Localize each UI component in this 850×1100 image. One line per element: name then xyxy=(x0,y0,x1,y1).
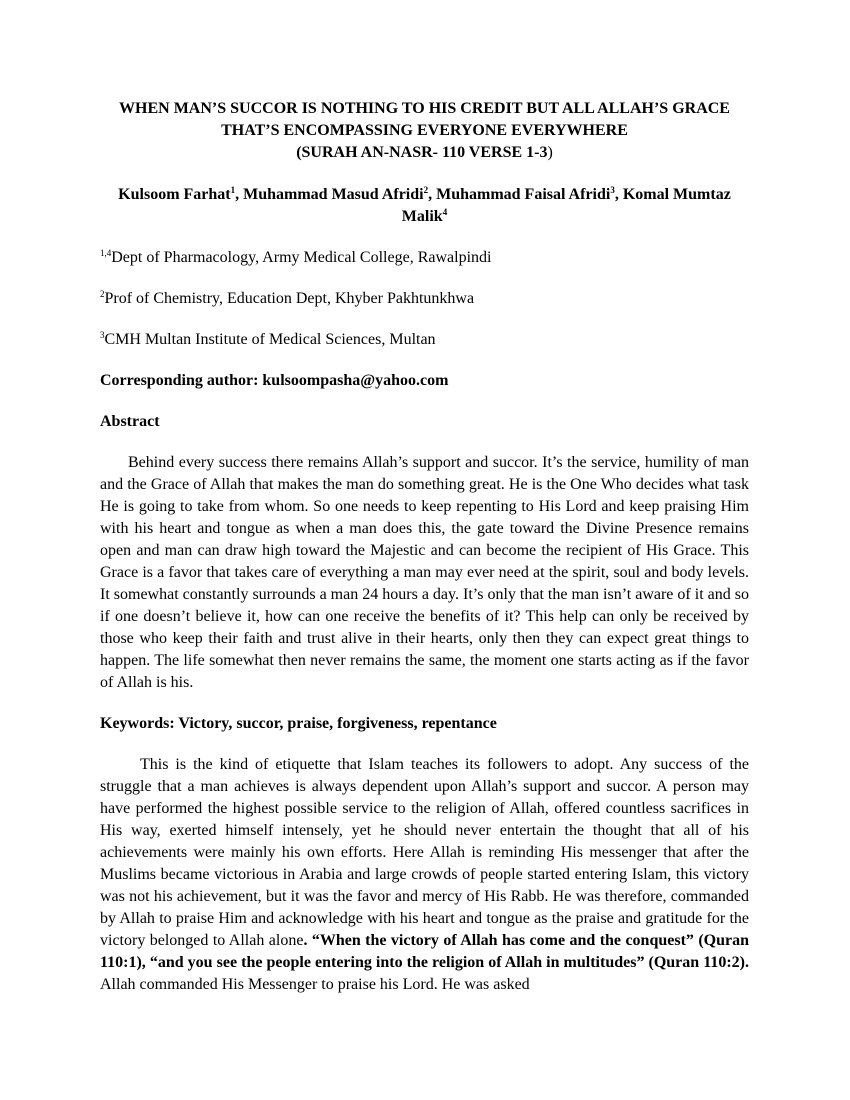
author-name: Komal Mumtaz Malik xyxy=(401,186,731,225)
title-line-3-close: ) xyxy=(547,144,553,161)
author-separator: , xyxy=(614,186,623,203)
affiliation-sup: 1,4 xyxy=(100,248,112,258)
corresponding-author: Corresponding author: kulsoompasha@yahoo.com xyxy=(100,372,449,389)
author-sup: 3 xyxy=(610,185,615,195)
affiliation-text: CMH Multan Institute of Medical Sciences, Multan xyxy=(104,331,436,348)
author-name: Muhammad Faisal Afridi xyxy=(436,186,611,203)
affiliation-text: Dept of Pharmacology, Army Medical College, Rawalpindi xyxy=(111,249,492,266)
affiliation-text: Prof of Chemistry, Education Dept, Khyber Pakhtunkhwa xyxy=(104,290,475,307)
title-line-2: THAT’S ENCOMPASSING EVERYONE EVERYWHERE xyxy=(221,122,628,139)
author-sup: 4 xyxy=(442,207,448,217)
author-name: Kulsoom Farhat xyxy=(118,186,231,203)
abstract-body: Behind every success there remains Allah’s support and succor. It’s the service, humility of man and the Grace of Allah that makes the man do something great. He is the One Who decides what task He is going to take from whom. So one needs to keep repenting to His Lord and keep praising Him with his heart and tongue as when a man does this, the gate toward the Divine Presence remains open and man can draw high toward the Majestic and can become the recipient of His Grace. This Grace is a favor that takes care of everything a man may ever need at the spirit, soul and body levels. It somewhat constantly surrounds a man 24 hours a day. It’s only that the man isn’t aware of it and so if one doesn’t believe it, how can one receive the benefits of it? This help can only be received by those who keep their faith and trust alive in their hearts, only then they can expect great things to happen. The life somewhat then never remains the same, the moment one starts acting as if the favor of Allah is his. xyxy=(100,454,749,691)
author-sup: 1 xyxy=(230,185,236,195)
author-name: Muhammad Masud Afridi xyxy=(243,186,424,203)
abstract-heading: Abstract xyxy=(100,413,160,430)
affiliation-3 xyxy=(100,329,749,351)
body-paragraph xyxy=(100,754,749,996)
paper-title xyxy=(100,98,749,164)
paper-page xyxy=(100,98,749,996)
affiliation-2 xyxy=(100,288,749,310)
quran-quote: . “When the victory of Allah has come and the conquest” (Quran 110:1), “and you see the people entering into the religion of Allah in multitudes” (Quran 110:2). xyxy=(100,932,749,971)
body-text-2: Allah commanded His Messenger to praise his Lord. He was asked xyxy=(100,976,530,993)
title-line-3-main: (SURAH AN-NASR- 110 VERSE 1-3 xyxy=(296,144,548,161)
author-list xyxy=(100,184,749,228)
author-separator: , xyxy=(428,186,437,203)
author-separator: , xyxy=(235,186,244,203)
author-sup: 2 xyxy=(423,185,429,195)
title-line-3 xyxy=(100,142,749,164)
body-text-1: This is the kind of etiquette that Islam teaches its followers to adopt. Any success of the struggle that a man achieves is always dependent upon Allah’s support and succor. A person may have performed the highest possible service to the religion of Allah, offered countless sacrifices in His way, exerted himself intensely, yet he should never entertain the thought that all of his achievements were mainly his own efforts. Here Allah is reminding His messenger that after the Muslims became victorious in Arabia and large crowds of people started entering Islam, this victory was not his achievement, but it was the favor and mercy of His Rabb. He was therefore, commanded by Allah to praise Him and acknowledge with his heart and tongue as the praise and gratitude for the victory belonged to Allah alone xyxy=(100,756,749,949)
affiliation-sup: 2 xyxy=(100,289,105,299)
affiliation-sup: 3 xyxy=(100,330,105,340)
title-line-1: WHEN MAN’S SUCCOR IS NOTHING TO HIS CREDIT BUT ALL ALLAH’S GRACE xyxy=(119,100,730,117)
affiliation-1 xyxy=(100,247,749,269)
keywords: Keywords: Victory, succor, praise, forgiveness, repentance xyxy=(100,715,497,732)
